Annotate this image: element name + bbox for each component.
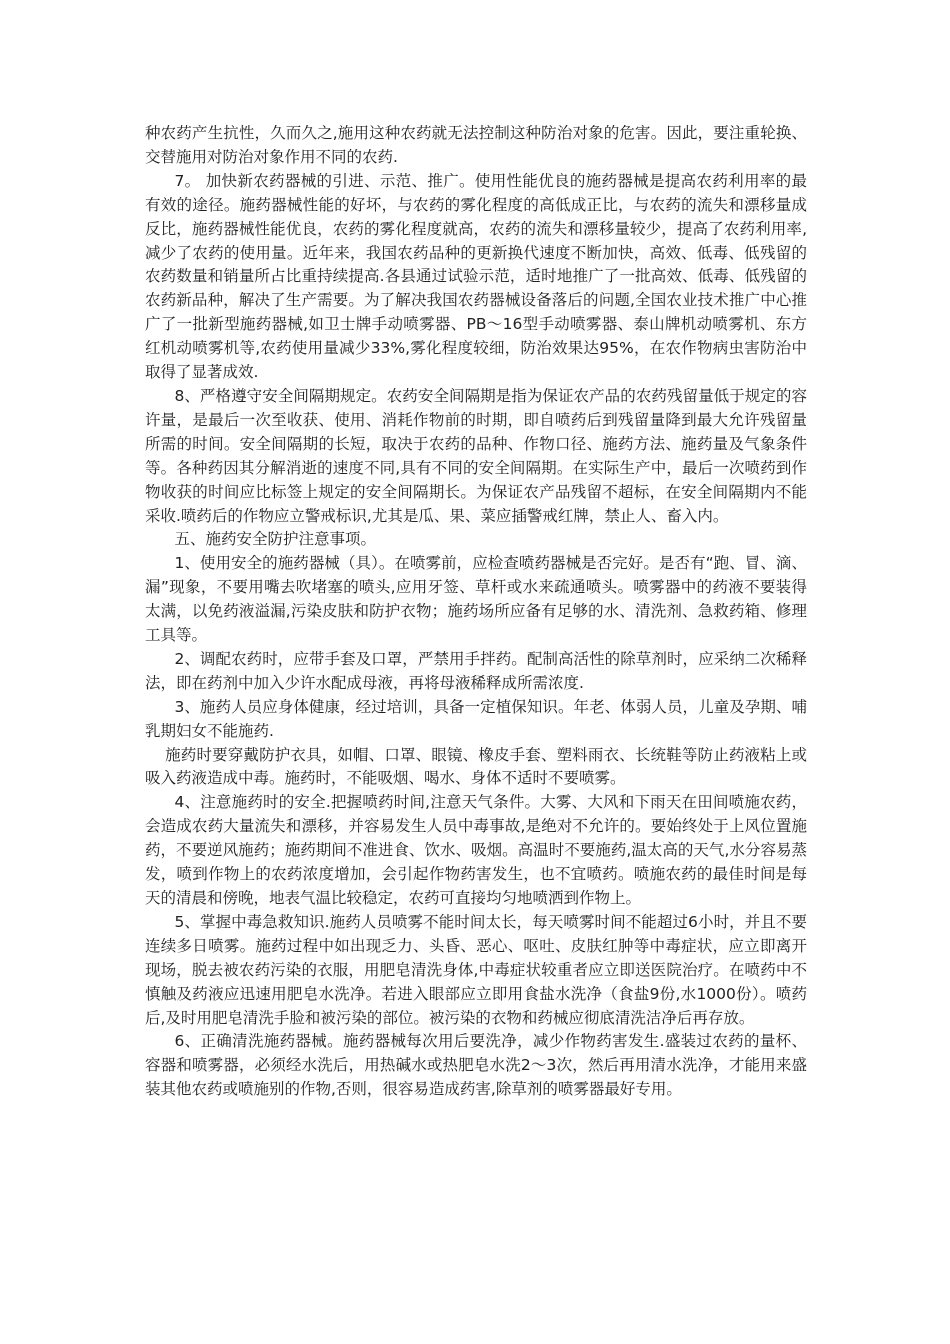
paragraph-safety-4: 4、注意施药时的安全.把握喷药时间,注意天气条件。大雾、大风和下雨天在田间喷施农药，会造成农药大量流失和漂移，并容易发生人员中毒事故,是绝对不允许的。要始终处于上风位置施药，不要逆风施药；施药期间不准进食、饮水、吸烟。高温时不要施药,温太高的天气,水分容易蒸发，喷到作物上的农药浓度增加，会引起作物药害发生，也不宜喷药。喷施农药的最佳时间是每天的清晨和傍晚，地表气温比较稳定，农药可直接均匀地喷洒到作物上。 (145, 793, 807, 907)
paragraph-safety-6: 6、正确清洗施药器械。施药器械每次用后要洗净，减少作物药害发生.盛装过农药的量杯、容器和喷雾器，必须经水洗后，用热碱水或热肥皂水洗2～3次，然后再用清水洗净，才能用来盛装其他农药或喷施别的作物,否则，很容易造成药害,除草剂的喷雾器最好专用。 (145, 1032, 807, 1099)
paragraph-safety-2: 2、调配农药时，应带手套及口罩，严禁用手拌药。配制高活性的除草剂时，应采纳二次稀释法，即在药剂中加入少许水配成母液，再将母液稀释成所需浓度. (145, 649, 807, 692)
paragraph-safety-5: 5、掌握中毒急救知识.施药人员喷雾不能时间太长，每天喷雾时间不能超过6小时，并且不要连续多日喷雾。施药过程中如出现乏力、头昏、恶心、呕吐、皮肤红肿等中毒症状，应立即离开现场，脱去被农药污染的衣服，用肥皂清洗身体,中毒症状较重者应立即送医院治疗。在喷药中不慎触及药液应迅速用肥皂水洗净。若进入眼部应立即用食盐水洗净（食盐9份,水1000份）。喷药后,及时用肥皂清洗手脸和被污染的部位。被污染的衣物和药械应彻底清洗洁净后再存放。 (145, 912, 807, 1027)
paragraph-item-7: 7。 加快新农药器械的引进、示范、推广。使用性能优良的施药器械是提高农药利用率的最有效的途径。施药器械性能的好坏，与农药的雾化程度的高低成正比，与农药的流失和漂移量成反比，施药器械性能优良，农药的雾化程度就高，农药的流失和漂移量较少，提高了农药利用率,减少了农药的使用量。近年来，我国农药品种的更新换代速度不断加快，高效、低毒、低残留的农药数量和销量所占比重持续提高.各县通过试验示范，适时地推广了一批高效、低毒、低残留的农药新品种，解决了生产需要。为了解决我国农药器械设备落后的问题,全国农业技术推广中心推广了一批新型施药器械,如卫士牌手动喷雾器、PB～16型手动喷雾器、泰山牌机动喷雾机、东方红机动喷雾机等,农药使用量减少33%,雾化程度较细，防治效果达95%，在农作物病虫害防治中取得了显著成效. (145, 171, 807, 382)
paragraph-safety-1: 1、使用安全的施药器械（具）。在喷雾前，应检查喷药器械是否完好。是否有“跑、冒、滴、漏”现象，不要用嘴去吹堵塞的喷头,应用牙签、草杆或水来疏通喷头。喷雾器中的药液不要装得太满，以免药液溢漏,污染皮肤和防护衣物；施药场所应备有足够的水、清洗剂、急救药箱、修理工具等。 (145, 554, 807, 645)
document-body (145, 122, 807, 1102)
section-heading-5: 五、施药安全防护注意事项。 (174, 530, 376, 549)
paragraph-safety-3: 3、施药人员应身体健康，经过培训，具备一定植保知识。年老、体弱人员，儿童及孕期、哺乳期妇女不能施药. (145, 697, 807, 740)
paragraph-continuation: 种农药产生抗性，久而久之,施用这种农药就无法控制这种防治对象的危害。因此，要注重轮换、交替施用对防治对象作用不同的农药. (145, 124, 807, 166)
paragraph-item-8: 8、严格遵守安全间隔期规定。农药安全间隔期是指为保证农产品的农药残留量低于规定的容许量，是最后一次至收获、使用、消耗作物前的时期，即自喷药后到残留量降到最大允许残留量所需的时间。安全间隔期的长短，取决于农药的品种、作物口径、施药方法、施药量及气象条件等。各种药因其分解消逝的速度不同,具有不同的安全间隔期。在实际生产中，最后一次喷药到作物收获的时间应比标签上规定的安全间隔期长。为保证农产品残留不超标，在安全间隔期内不能采收.喷药后的作物应立警戒标识,尤其是瓜、果、菜应插警戒红牌，禁止人、畜入内。 (145, 386, 807, 525)
paragraph-protective-gear: 施药时要穿戴防护衣具，如帽、口罩、眼镜、橡皮手套、塑料雨衣、长统鞋等防止药液粘上或吸入药液造成中毒。施药时，不能吸烟、喝水、身体不适时不要喷雾。 (145, 745, 807, 788)
